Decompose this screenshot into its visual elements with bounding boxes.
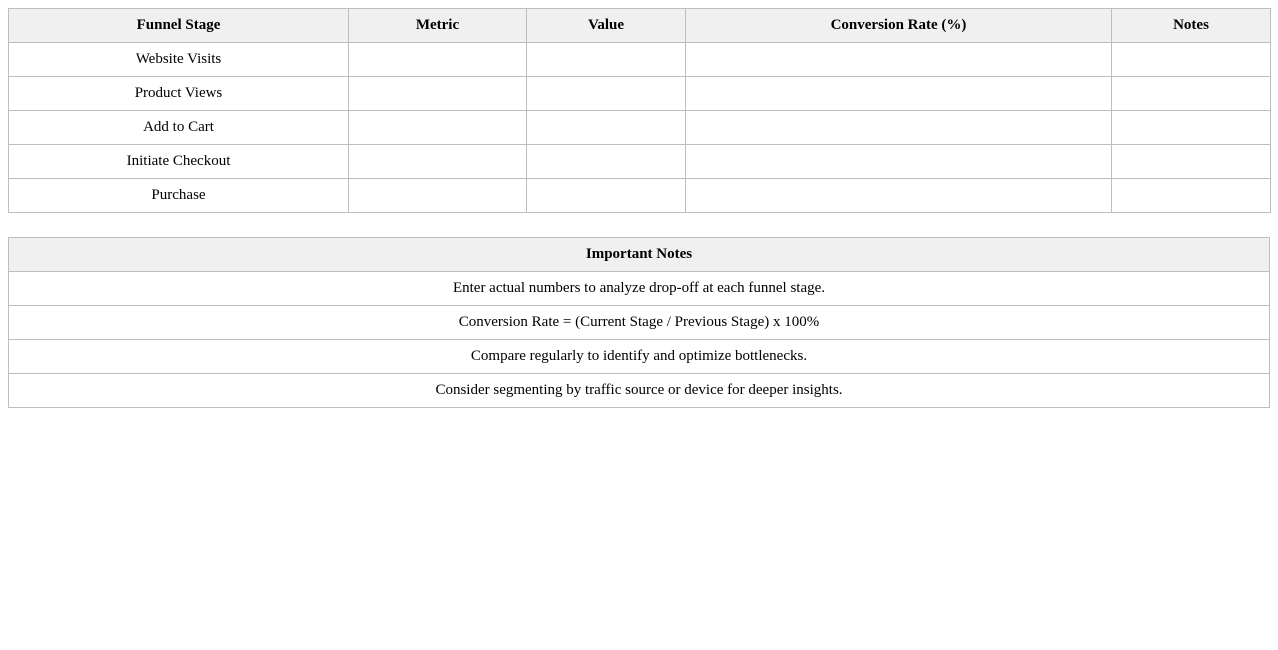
table-row bbox=[9, 43, 1271, 77]
funnel-stage-cell: Website Visits bbox=[9, 43, 349, 77]
note-text: Enter actual numbers to analyze drop-off at each funnel stage. bbox=[9, 272, 1270, 306]
value-cell bbox=[527, 111, 686, 145]
conversion-rate-cell bbox=[686, 179, 1112, 213]
value-cell bbox=[527, 77, 686, 111]
funnel-stage-cell: Add to Cart bbox=[9, 111, 349, 145]
table-row bbox=[9, 179, 1271, 213]
metric-cell bbox=[349, 145, 527, 179]
conversion-rate-cell bbox=[686, 111, 1112, 145]
note-row bbox=[9, 374, 1270, 408]
table-row bbox=[9, 77, 1271, 111]
note-text: Compare regularly to identify and optimize bottlenecks. bbox=[9, 340, 1270, 374]
funnel-header-row bbox=[9, 9, 1271, 43]
funnel-stage-cell: Product Views bbox=[9, 77, 349, 111]
note-text: Consider segmenting by traffic source or device for deeper insights. bbox=[9, 374, 1270, 408]
notes-cell bbox=[1112, 43, 1271, 77]
note-row bbox=[9, 306, 1270, 340]
funnel-stage-cell: Initiate Checkout bbox=[9, 145, 349, 179]
funnel-table bbox=[8, 8, 1271, 213]
column-header-conversion-rate: Conversion Rate (%) bbox=[686, 9, 1112, 43]
conversion-rate-cell bbox=[686, 145, 1112, 179]
column-header-metric: Metric bbox=[349, 9, 527, 43]
metric-cell bbox=[349, 43, 527, 77]
page-content bbox=[8, 8, 1270, 408]
metric-cell bbox=[349, 77, 527, 111]
column-header-value: Value bbox=[527, 9, 686, 43]
conversion-rate-cell bbox=[686, 43, 1112, 77]
notes-cell bbox=[1112, 111, 1271, 145]
column-header-notes: Notes bbox=[1112, 9, 1271, 43]
notes-header-row bbox=[9, 238, 1270, 272]
value-cell bbox=[527, 43, 686, 77]
important-notes-heading: Important Notes bbox=[9, 238, 1270, 272]
notes-cell bbox=[1112, 77, 1271, 111]
notes-cell bbox=[1112, 179, 1271, 213]
table-row bbox=[9, 145, 1271, 179]
metric-cell bbox=[349, 179, 527, 213]
value-cell bbox=[527, 179, 686, 213]
column-header-funnel-stage: Funnel Stage bbox=[9, 9, 349, 43]
important-notes-table bbox=[8, 237, 1270, 408]
table-row bbox=[9, 111, 1271, 145]
note-row bbox=[9, 272, 1270, 306]
conversion-rate-cell bbox=[686, 77, 1112, 111]
funnel-stage-cell: Purchase bbox=[9, 179, 349, 213]
note-row bbox=[9, 340, 1270, 374]
metric-cell bbox=[349, 111, 527, 145]
value-cell bbox=[527, 145, 686, 179]
notes-cell bbox=[1112, 145, 1271, 179]
note-text: Conversion Rate = (Current Stage / Previous Stage) x 100% bbox=[9, 306, 1270, 340]
